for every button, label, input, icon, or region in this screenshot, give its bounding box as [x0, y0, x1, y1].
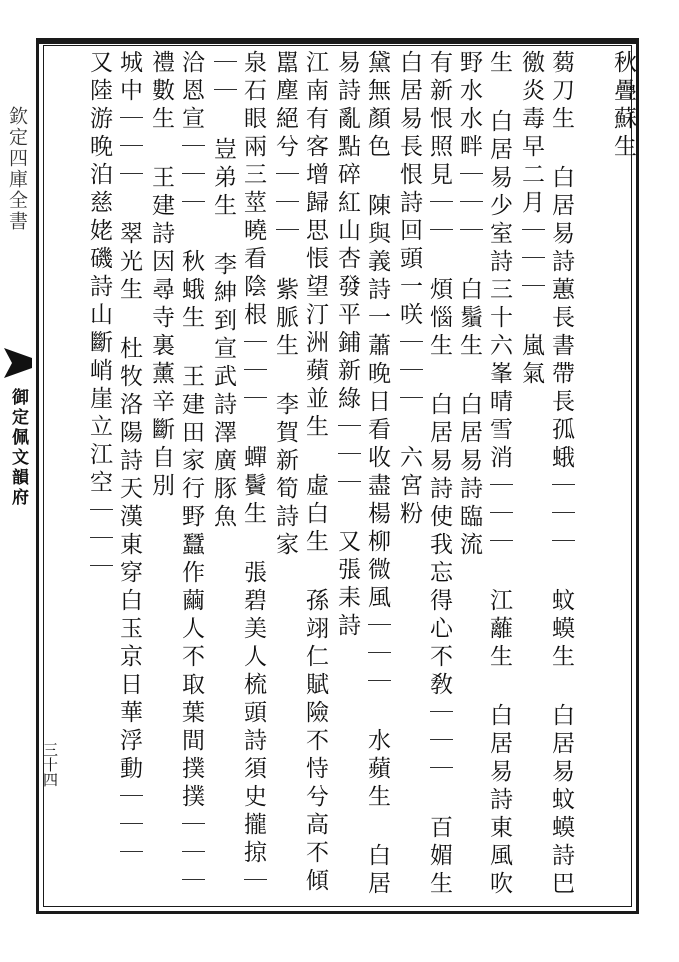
text-column: [578, 50, 638, 900]
page-number: 三十四: [41, 742, 59, 787]
margin-head-text: 欽定四庫全書: [6, 106, 28, 232]
text-column-content: 生 白居易少室詩三十六峯晴雪消｜｜｜ 江蘺生 白居易詩東風吹野水水畔｜｜｜ 白鬚生 白居易詩臨流: [456, 50, 512, 899]
text-column-content: 有新恨照見｜｜ 煩惱生 白居易詩使我忘得心不敎｜｜｜ 百媚生 白居易長恨詩回頭一咲｜｜｜ 六宮粉: [396, 50, 452, 899]
text-column: [394, 50, 454, 900]
text-column: [516, 50, 576, 900]
text-column-content: 蒭刀生 白居易詩蕙長書帶長孤蛾｜｜｜ 蚊蟆生 白居易蚊蟆詩巴徼炎毒早二月｜｜｜ 嵐氣: [518, 50, 574, 899]
text-column-content: 洽恩宣｜｜｜ 秋蛾生 王建田家行野蠶作繭人不取葉間撲撲｜｜｜ 禮數生 王建詩因尋寺裏薰辛斷自別: [148, 50, 204, 896]
text-column-content: 泉石眼兩三莖曉看陰根｜｜｜ 蟬鬢生 張碧美人梳頭詩須史攏掠｜｜｜ 豈弟生 李紳到宣武詩澤廣豚魚: [210, 50, 266, 896]
book-title: 御定佩文韻府: [8, 388, 28, 508]
fish-tail-mark-icon: [4, 348, 32, 378]
text-column-content: 秋疊蘇生: [610, 50, 636, 162]
text-column-content: 城中｜｜｜ 翠光生 杜牧洛陽詩天漢東穿白玉京日華浮動｜｜｜ 又陸游晚泊慈姥磯詩山斷峭崖立江空｜｜｜: [86, 50, 142, 868]
text-column: [146, 50, 206, 900]
text-column: [84, 50, 144, 900]
left-margin: [0, 48, 34, 908]
text-column: [270, 50, 330, 900]
text-column: [454, 50, 514, 900]
text-column: [208, 50, 268, 900]
text-column-content: 江南有客增歸思悵望汀洲蘋並生 虛白生 孫翊仁賦險不恃兮高不傾嚚塵絕兮｜｜｜ 紫脈生 李賀新筍詩家: [272, 50, 328, 896]
text-column: [332, 50, 392, 900]
text-column-content: 黛無顏色 陳與義詩一蕭晚日看收盡楊柳微風｜｜｜ 水蘋生 白居易詩亂點碎紅山杏發平鋪新綠｜｜｜ 又張耒詩: [334, 50, 390, 899]
